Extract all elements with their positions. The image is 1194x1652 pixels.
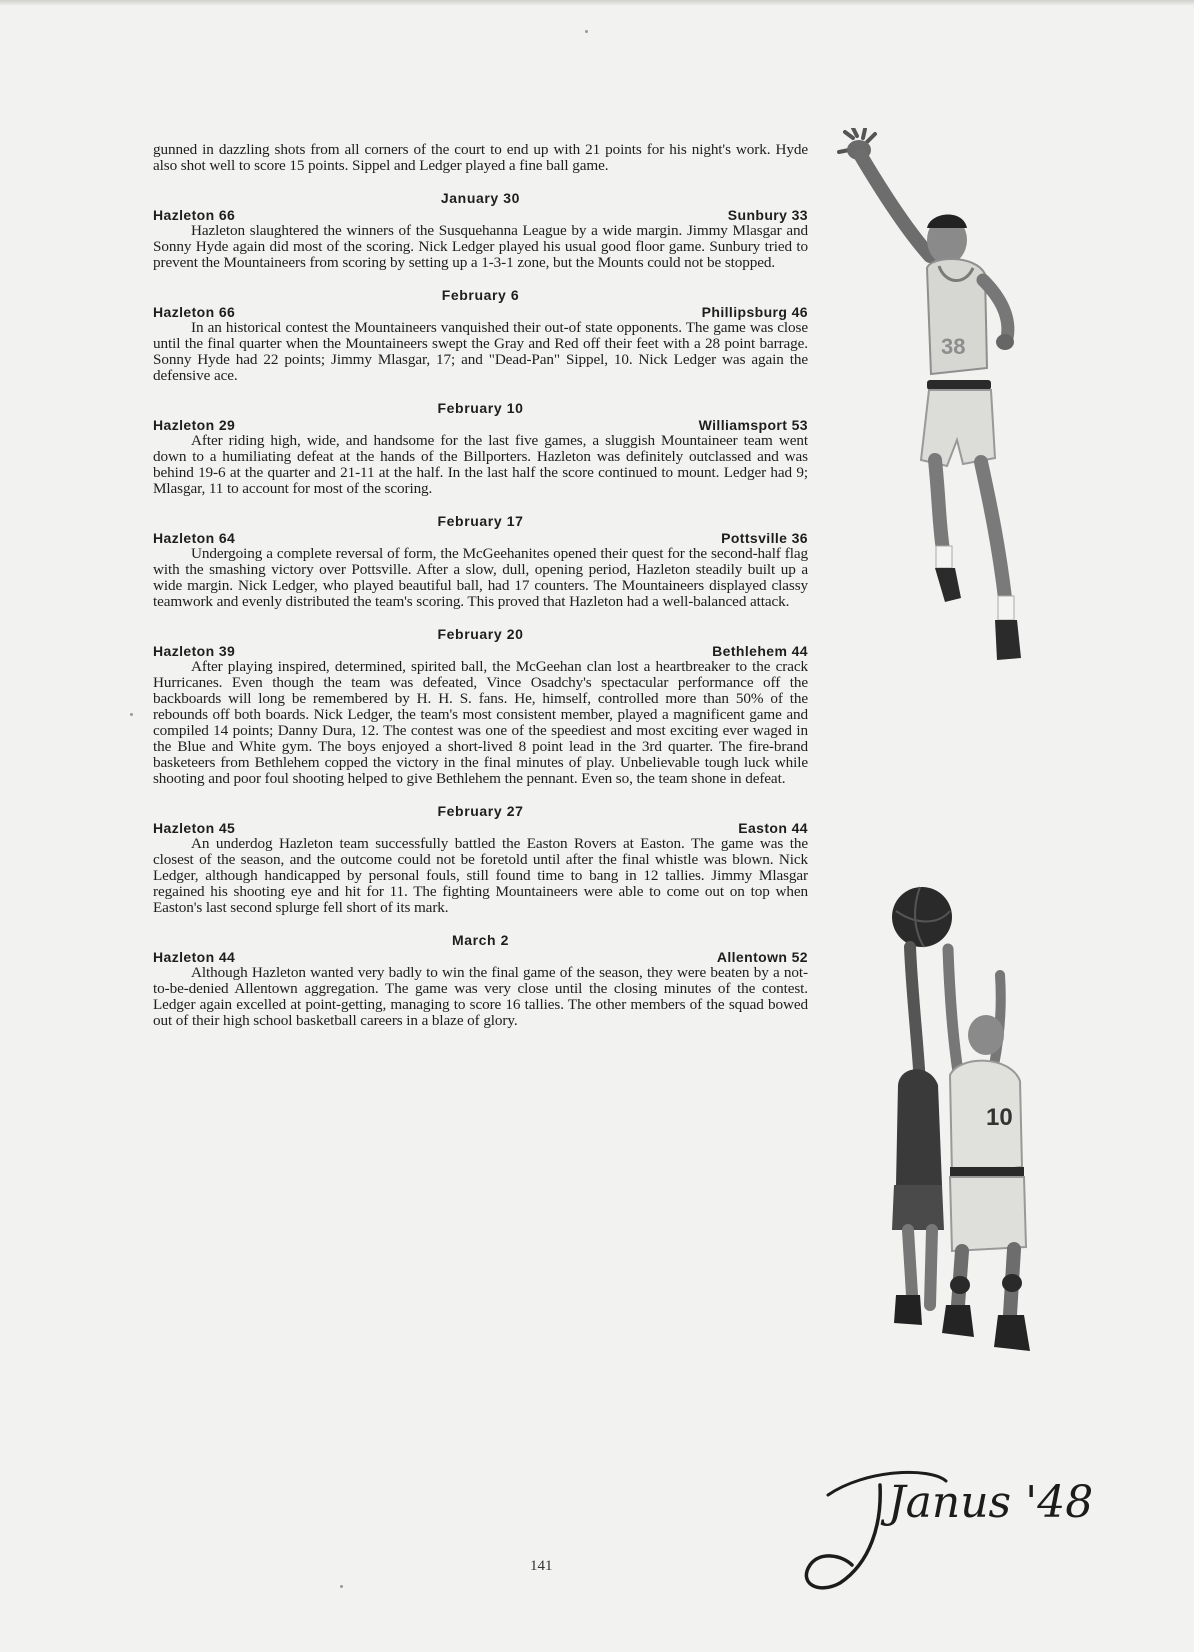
game-scores [153, 820, 808, 836]
away-score: Williamsport 53 [698, 417, 808, 433]
paper-speck [130, 713, 133, 716]
game-date: March 2 [451, 932, 510, 948]
game-march-2 [153, 932, 808, 1029]
leaping-player-photo [835, 128, 1090, 698]
game-february-6 [153, 287, 808, 384]
away-score: Phillipsburg 46 [701, 304, 808, 320]
jersey-number: 10 [986, 1104, 1013, 1131]
away-score: Sunbury 33 [727, 207, 808, 223]
game-scores [153, 304, 808, 320]
home-score: Hazleton 39 [153, 643, 236, 659]
game-summary: After playing inspired, determined, spirited ball, the McGeehan clan lost a heartbreaker to the crack Hurricanes. Even though the team was defeated, Vince Osadchy's spectacular performance off the backboards will long be remembered by H. H. S. fans. He, himself, controlled more than 50% of the rebounds off both boards. Nick Ledger, the team's most consistent member, played a magnificent game and compiled 14 points; Danny Dura, 12. The contest was one of the speediest and most exciting ever waged in the Blue and White gym. The boys enjoyed a short-lived 8 point lead in the 3rd quarter. The fire-brand basketeers from Bethlehem copped the victory in the final minutes of play. Unbelievable tough luck while shooting and poor foul shooting helped to give Bethlehem the pennant. Even so, the team shone in defeat. [153, 658, 808, 787]
intro-paragraph: gunned in dazzling shots from all corners of the court to end up with 21 points for his night's work. Hyde also shot well to score 15 points. Sippel and Ledger played a fine ball game. [153, 141, 808, 174]
game-date: February 10 [437, 400, 524, 416]
paper-speck [585, 30, 588, 33]
away-score: Allentown 52 [716, 949, 808, 965]
leaping-player-figure [839, 128, 1021, 660]
game-summary: In an historical contest the Mountaineers vanquished their out-of state opponents. The game was close until the final quarter when the Mountaineers swept the Gray and Red off their feet with a 28 point barrage. Sonny Hyde had 22 points; Jimmy Mlasgar, 17; and "Dead-Pan" Sippel, 10. Nick Ledger was again the defensive ace. [153, 319, 808, 384]
game-scores [153, 417, 808, 433]
game-date: February 27 [437, 803, 524, 819]
signature-text: Janus '48 [888, 1477, 1094, 1528]
game-february-20 [153, 626, 808, 787]
home-score: Hazleton 44 [153, 949, 236, 965]
rebound-players-photo [890, 885, 1050, 1415]
game-february-27 [153, 803, 808, 916]
jersey-number: 38 [941, 334, 966, 359]
game-scores [153, 207, 808, 223]
janus-signature-logo [770, 1455, 1130, 1605]
game-date: February 20 [437, 626, 524, 642]
home-score: Hazleton 29 [153, 417, 236, 433]
game-scores [153, 643, 808, 659]
game-summary: After riding high, wide, and handsome for the last five games, a sluggish Mountaineer team went down to a humiliating defeat at the hands of the Billporters. Hazleton was definitely outclassed and was behind 19-6 at the quarter and 21-11 at the half. In the last half the score continued to mount. Ledger had 9; Mlasgar, 11 to account for most of the scoring. [153, 432, 808, 497]
page-number: 141 [530, 1558, 553, 1574]
game-date: February 17 [437, 513, 524, 529]
game-summary: An underdog Hazleton team successfully battled the Easton Rovers at Easton. The game was the closest of the season, and the outcome could not be foretold until after the final whistle was blown. Nick Ledger, although handicapped by personal fouls, still found time to bang in 12 tallies. Jimmy Mlasgar regained his shooting eye and hit for 11. The fighting Mountaineers were able to come out on top when Easton's last second splurge fell short of its mark. [153, 835, 808, 916]
game-summary: Hazleton slaughtered the winners of the Susquehanna League by a wide margin. Jimmy Mlasgar and Sonny Hyde again did most of the scoring. Nick Ledger played his usual good floor game. Sunbury tried to prevent the Mountaineers from scoring by setting up a 1-3-1 zone, but the Mounts could not be stopped. [153, 222, 808, 271]
game-february-10 [153, 400, 808, 497]
game-scores [153, 949, 808, 965]
home-score: Hazleton 66 [153, 207, 236, 223]
game-summary: Undergoing a complete reversal of form, the McGeehanites opened their quest for the second-half flag with the smashing victory over Pottsville. After a slow, dull, opening period, Hazleton steadily built up a wide margin. Nick Ledger, who played beautiful ball, had 17 counters. The Mountaineers displayed classy teamwork and evenly distributed the team's scoring. This proved that Hazleton had a well-balanced attack. [153, 545, 808, 610]
game-date: February 6 [441, 287, 520, 303]
home-score: Hazleton 64 [153, 530, 236, 546]
page-edge [0, 0, 1194, 6]
away-score: Pottsville 36 [721, 530, 808, 546]
game-scores [153, 530, 808, 546]
game-january-30 [153, 190, 808, 271]
game-summary: Although Hazleton wanted very badly to win the final game of the season, they were beaten by a not-to-be-denied Allentown aggregation. The game was very close until the closing minutes of the contest. Ledger again excelled at point-getting, managing to score 16 tallies. The other members of the squad bowed out of their high school basketball careers in a blaze of glory. [153, 964, 808, 1029]
home-score: Hazleton 66 [153, 304, 236, 320]
away-score: Easton 44 [738, 820, 808, 836]
home-score: Hazleton 45 [153, 820, 236, 836]
game-february-17 [153, 513, 808, 610]
paper-speck [340, 1585, 343, 1588]
away-score: Bethlehem 44 [712, 643, 808, 659]
article-column [153, 142, 808, 1029]
game-date: January 30 [440, 190, 521, 206]
